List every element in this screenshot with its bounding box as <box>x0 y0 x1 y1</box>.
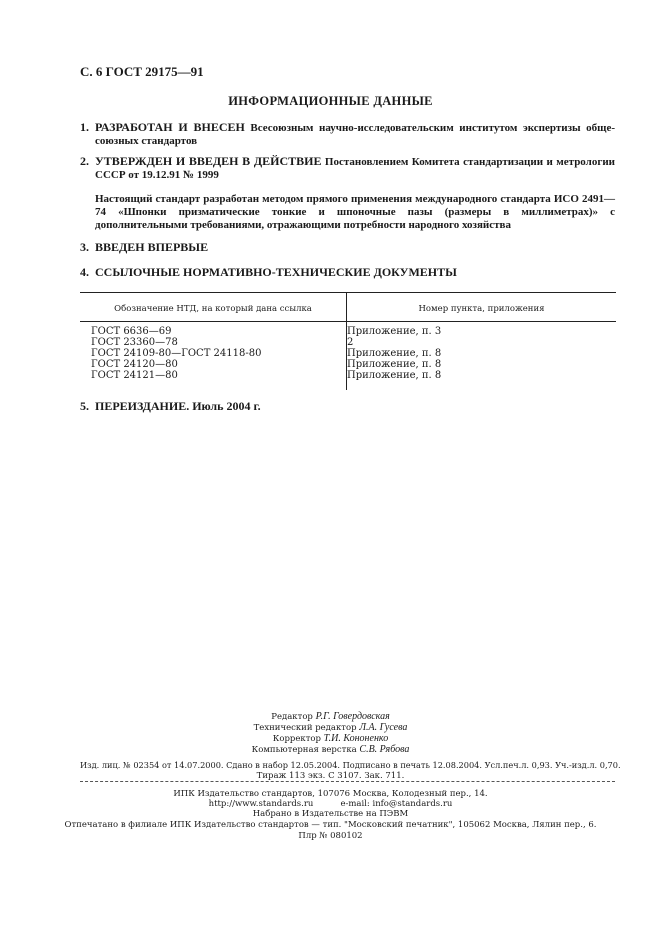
table-cell-reference: Приложение, п. 8 <box>347 359 442 370</box>
info-item-2 <box>80 155 615 182</box>
license-number: Плр № 080102 <box>298 831 363 841</box>
circulation-details: Тираж 113 экз. С 3107. Зак. 711. <box>256 771 405 781</box>
item-body: Всесоюзным научно-исследовательским институтом экспертизы обще-союзных стандартов <box>95 122 616 147</box>
item-heading: ССЫЛОЧНЫЕ НОРМАТИВНО-ТЕХНИЧЕСКИЕ ДОКУМЕНТЫ <box>95 265 457 279</box>
item-heading: ВВЕДЕН ВПЕРВЫЕ <box>95 240 209 254</box>
table-cell-reference: Приложение, п. 8 <box>347 348 442 359</box>
info-item-3 <box>80 241 615 255</box>
info-item-4 <box>80 266 615 280</box>
item-number: 3. <box>80 240 89 254</box>
editor-name: Р.Г. Говердовская <box>315 711 390 722</box>
publisher-address: ИПК Издательство стандартов, 107076 Москва, Колодезный пер., 14. <box>173 789 488 799</box>
item-number: 1. <box>80 120 89 134</box>
item-body: Постановлением Комитета стандартизации и метрологии СССР от 19.12.91 № 1999 <box>95 156 616 181</box>
column-header-reference: Номер пункта, приложения <box>418 304 545 314</box>
item-text <box>95 121 615 148</box>
table-cell-reference: 2 <box>347 337 354 348</box>
item-number: 2. <box>80 154 89 168</box>
table-cell-document: ГОСТ 24109-80—ГОСТ 24118-80 <box>91 348 262 359</box>
table-top-rule <box>80 292 616 293</box>
note-paragraph: Настоящий стандарт разработан методом прямого применения международного стандарта ИСО 2491—74 «Шпонки призматические тонкие и шпоночные пазы (размеры в миллиметрах)» с дополнительными требованиями, отражающими потребности народного хозяйства <box>95 193 615 231</box>
item-heading: УТВЕРЖДЕН И ВВЕДЕН В ДЕЙСТВИЕ <box>95 154 322 168</box>
item-number: 4. <box>80 265 89 279</box>
imprint-separator <box>80 781 615 782</box>
table-cell-reference: Приложение, п. 3 <box>347 326 442 337</box>
typeset-note: Набрано в Издательстве на ПЭВМ <box>252 809 409 819</box>
table-cell-document: ГОСТ 6636—69 <box>91 326 172 337</box>
printed-at-note: Отпечатано в филиале ИПК Издательство стандартов — тип. "Московский печатник", 105062 Москва, Лялин пер., 6. <box>64 820 597 830</box>
column-header-document: Обозначение НТД, на который дана ссылка <box>114 304 312 314</box>
info-item-5 <box>80 400 615 414</box>
tech-editor-label: Технический редактор <box>253 723 357 733</box>
item-text <box>95 400 615 414</box>
reference-documents-table <box>80 292 616 390</box>
table-cell-document: ГОСТ 23360—78 <box>91 337 178 348</box>
corrector-name: Т.И. Кононенко <box>323 733 389 744</box>
corrector-label: Корректор <box>272 734 321 744</box>
item-text <box>95 241 615 255</box>
imprint-layout <box>0 744 661 756</box>
website-link[interactable]: http://www.standards.ru <box>208 799 314 809</box>
email-link[interactable]: e-mail: info@standards.ru <box>340 799 453 809</box>
item-number: 5. <box>80 399 89 413</box>
table-cell-reference: Приложение, п. 8 <box>347 370 442 381</box>
item-heading: РАЗРАБОТАН И ВНЕСЕН <box>95 120 245 134</box>
layout-name: С.В. Рябова <box>359 744 410 755</box>
table-cell-document: ГОСТ 24121—80 <box>91 370 178 381</box>
section-title: ИНФОРМАЦИОННЫЕ ДАННЫЕ <box>228 94 433 108</box>
table-header-rule <box>80 321 616 322</box>
info-item-1 <box>80 121 615 148</box>
layout-label: Компьютерная верстка <box>251 745 357 755</box>
editor-label: Редактор <box>271 712 313 722</box>
table-cell-document: ГОСТ 24120—80 <box>91 359 178 370</box>
item-text <box>95 155 615 182</box>
page-reference-header: С. 6 ГОСТ 29175—91 <box>80 64 204 79</box>
tech-editor-name: Л.А. Гусева <box>359 722 408 733</box>
item-text <box>95 266 615 280</box>
item-heading: ПЕРЕИЗДАНИЕ. Июль 2004 г. <box>95 399 261 413</box>
production-details: Изд. лиц. № 02354 от 14.07.2000. Сдано в набор 12.05.2004. Подписано в печать 12.08.2004. Усл.печ.л. 0,93. Уч.-изд.л. 0,70. <box>80 760 621 770</box>
